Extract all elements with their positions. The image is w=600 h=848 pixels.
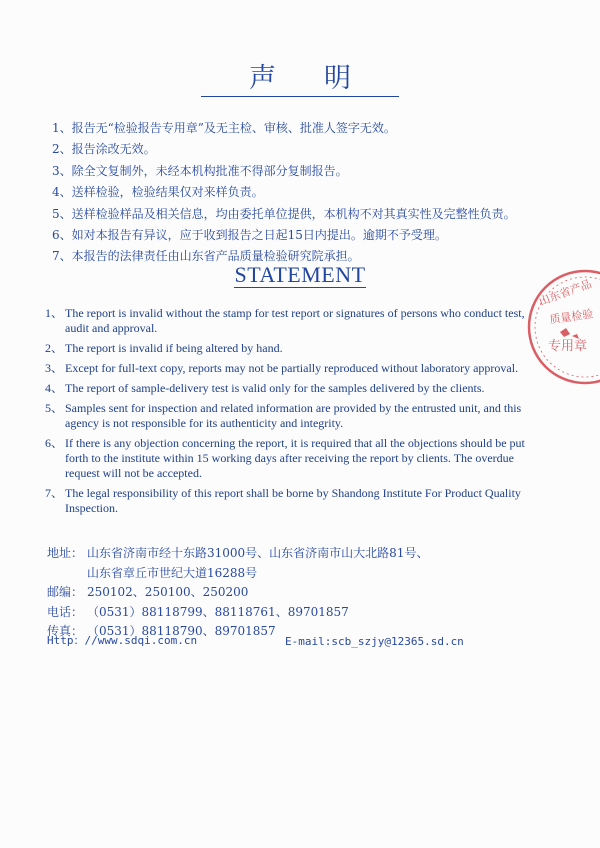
en-item [45, 341, 545, 356]
en-item-text: The report is invalid if being altered by hand. [65, 341, 283, 355]
en-item-number: 4、 [45, 381, 64, 395]
cn-item: 2、报告涂改无效。 [52, 142, 156, 157]
en-item-number: 6、 [45, 436, 64, 450]
en-statement-list [45, 306, 545, 521]
en-item-number: 3、 [45, 361, 64, 375]
en-item [45, 436, 545, 481]
cn-statement-list [52, 118, 516, 268]
page-title-cn [0, 62, 600, 97]
cn-item: 4、送样检验，检验结果仅对来样负责。 [52, 185, 264, 200]
en-item-text: Except for full-text copy, reports may not be partially reproduced without laboratory approval. [65, 361, 519, 375]
en-item-text: If there is any objection concerning the report, it is required that all the objections should be put forth to the institute within 15 working days after receiving the report by clients. The overdue request will not be accepted. [65, 436, 525, 480]
svg-text:专用章: 专用章 [548, 339, 588, 354]
phone-label: 电话： [47, 604, 84, 619]
title-en-text: STATEMENT [234, 262, 366, 287]
en-item-number: 2、 [45, 341, 64, 355]
title-cn-text: 声明 [201, 62, 399, 97]
page-title-en [0, 262, 600, 288]
cn-item: 3、除全文复制外，未经本机构批准不得部分复制报告。 [52, 163, 348, 178]
address-row-2 [47, 564, 428, 584]
postcode-value: 250102、250100、250200 [87, 585, 249, 599]
en-item-text: The legal responsibility of this report shall be borne by Shandong Institute For Product Quality Inspection. [65, 486, 521, 515]
svg-text:质量检验: 质量检验 [548, 307, 595, 327]
cn-item: 7、本报告的法律责任由山东省产品质量检验研究院承担。 [52, 249, 360, 264]
email-link[interactable]: E-mail:scb_szjy@12365.sd.cn [285, 635, 464, 648]
official-seal-icon [520, 262, 600, 392]
website-link[interactable]: Http：//www.sdqi.com.cn [47, 634, 198, 647]
en-item [45, 381, 545, 396]
en-item [45, 361, 545, 376]
phone-value: （0531）88118799、88118761、89701857 [87, 604, 349, 619]
en-item [45, 306, 545, 336]
fax-value: （0531）88118790、89701857 [87, 624, 276, 638]
en-item-text: The report of sample-delivery test is valid only for the samples delivered by the clients. [65, 381, 485, 395]
contact-block [47, 544, 428, 642]
phone-row [47, 603, 428, 623]
en-item-number: 5、 [45, 401, 64, 415]
address-line2: 山东省章丘市世纪大道16288号 [87, 565, 258, 580]
en-item [45, 401, 545, 431]
en-item-text: The report is invalid without the stamp for test report or signatures of persons who conduct test, audit and approval. [65, 306, 525, 335]
fax-label: 传真： [47, 624, 84, 638]
en-item-text: Samples sent for inspection and related information are provided by the entrusted unit, and this agency is not responsible for its authenticity and integrity. [65, 401, 522, 430]
cn-item: 5、送样检验样品及相关信息，均由委托单位提供，本机构不对其真实性及完整性负责。 [52, 206, 516, 221]
postcode-row [47, 583, 428, 603]
en-item-number: 1、 [45, 306, 64, 320]
address-label: 地址： [47, 546, 84, 560]
address-row [47, 544, 428, 564]
address-line1: 山东省济南市经十东路31000号、山东省济南市山大北路81号、 [87, 546, 429, 560]
postcode-label: 邮编： [47, 585, 84, 599]
en-item-number: 7、 [45, 486, 64, 500]
cn-item: 1、报告无“检验报告专用章”及无主检、审核、批准人签字无效。 [52, 121, 396, 135]
en-item [45, 486, 545, 516]
cn-item: 6、如对本报告有异议，应于收到报告之日起15日内提出。逾期不予受理。 [52, 228, 447, 243]
svg-text:山东省产品: 山东省产品 [537, 277, 594, 309]
